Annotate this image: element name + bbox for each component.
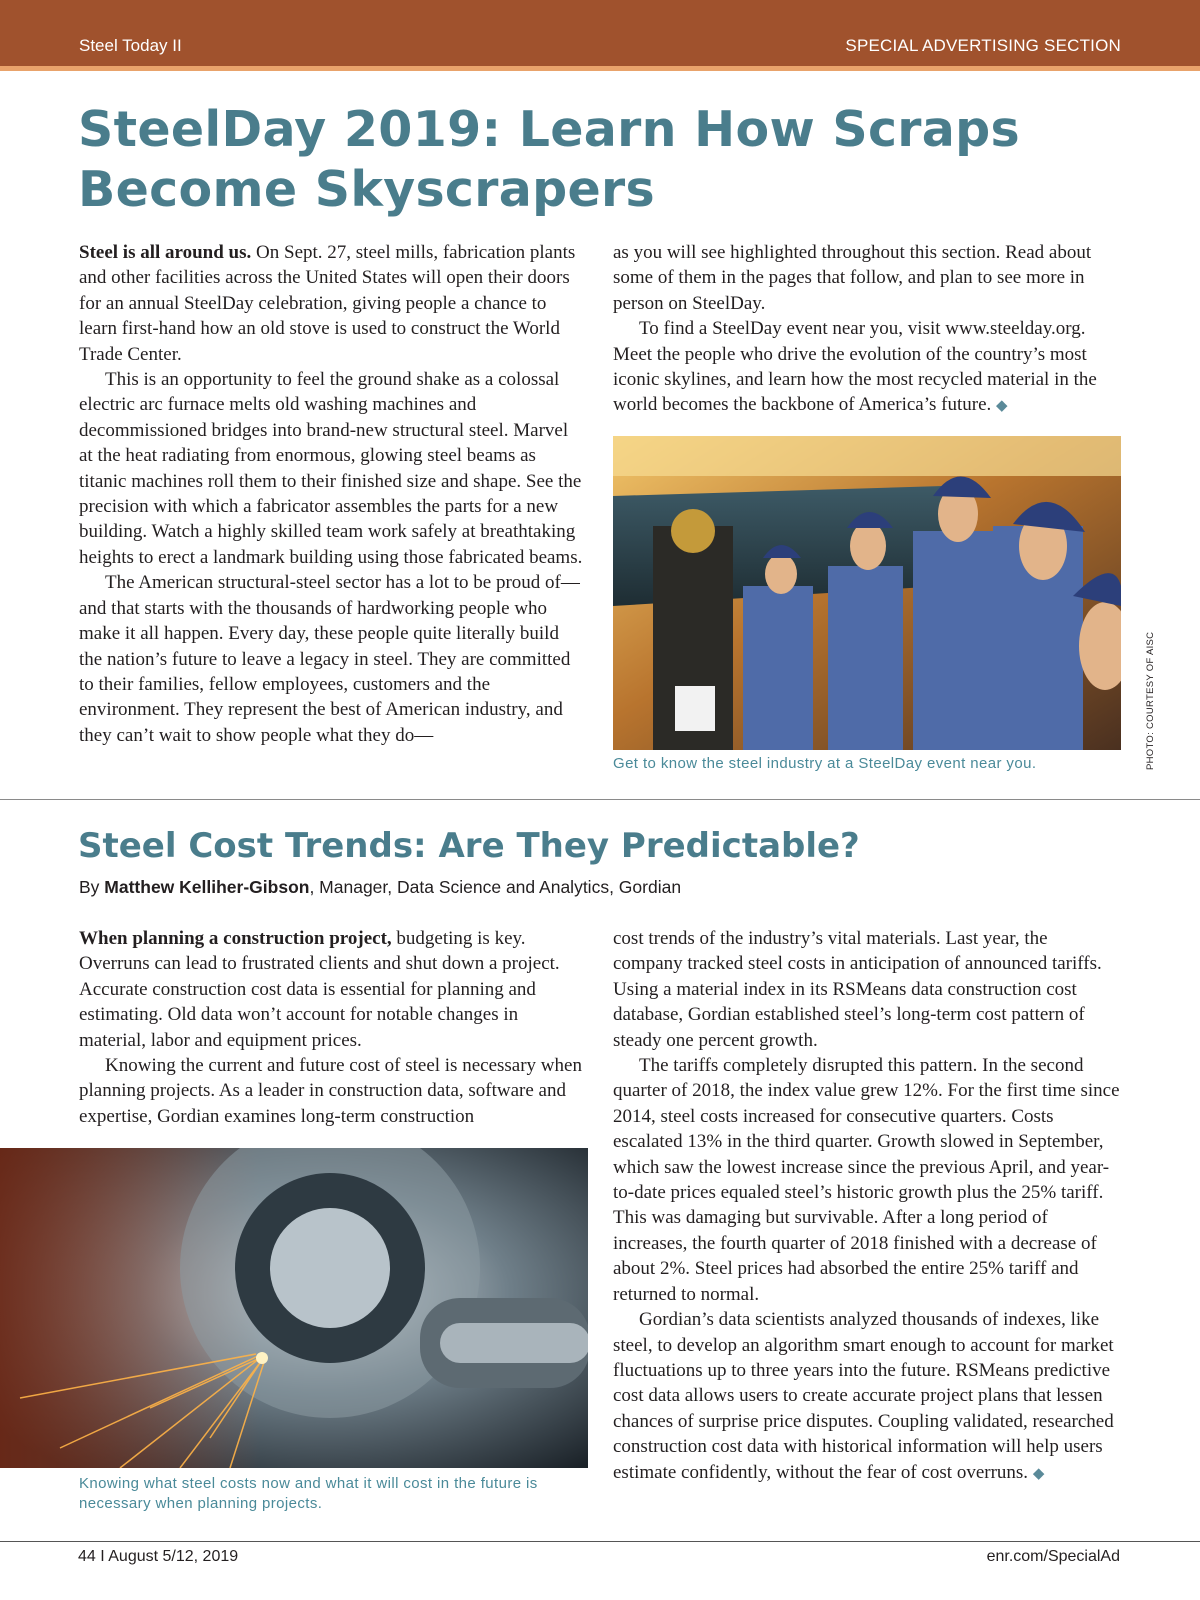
lead-in: When planning a construction project, <box>79 928 392 949</box>
steel-workers-image <box>613 436 1121 750</box>
footer-rule <box>0 1541 1200 1542</box>
article1-column-left <box>79 240 585 748</box>
grinding-photo <box>0 1148 588 1468</box>
photo-credit: PHOTO: COURTESY OF AISC <box>1145 631 1156 770</box>
article1-column-right <box>613 240 1121 420</box>
paragraph: cost trends of the industry’s vital materials. Last year, the company tracked steel costs in anticipation of announced tariffs. Using a material index in its RSMeans data construction cost database, Gordian established steel’s long-term cost pattern of steady one percent growth. <box>613 928 1102 1051</box>
paragraph: as you will see highlighted throughout this section. Read about some of them in the pages that follow, and plan to see more in person on SteelDay. <box>613 242 1092 314</box>
article2-title: Steel Cost Trends: Are They Predictable? <box>78 826 860 866</box>
steel-workers-photo <box>613 436 1121 750</box>
photo-caption: Get to know the steel industry at a SteelDay event near you. <box>613 755 1037 772</box>
byline: By Matthew Kelliher-Gibson, Manager, Data Science and Analytics, Gordian <box>79 877 682 897</box>
photo-caption-2: Knowing what steel costs now and what it will cost in the future is necessary when planning projects. <box>79 1475 538 1512</box>
paragraph: The American structural-steel sector has a lot to be proud of—and that starts with the thousands of hardworking people who make it all happen. Every day, these people quite literally build the nation’s future to leave a legacy in steel. They are committed to their families, fellow employees, customers and the environment. They represent the best of American industry, and they can’t wait to show people what they do— <box>79 572 580 746</box>
article2-column-right <box>613 926 1121 1487</box>
paragraph: The tariffs completely disrupted this pattern. In the second quarter of 2018, the index value grew 12%. For the first time since 2014, steel costs increased for consecutive quarters. Costs escalated 13% in the third quarter. Growth slowed in September, which saw the lowest increase since the previous April, and year-to-date prices equaled steel’s historic growth plus the 25% tariff. This was damaging but survivable. After a long period of increases, the fourth quarter of 2018 finished with a decrease of about 2%. Steel prices had absorbed the entire 25% tariff and returned to normal. <box>613 1055 1120 1305</box>
article-title <box>78 100 1078 220</box>
paragraph: To find a SteelDay event near you, visit www.steelday.org. Meet the people who drive the evolution of the country’s most iconic skylines, and learn how the most recycled material in the world becomes the backbone of America’s future. ◆ <box>613 318 1097 416</box>
header-band <box>0 0 1200 71</box>
author-name: Matthew Kelliher-Gibson <box>104 877 310 897</box>
end-mark-icon: ◆ <box>1032 1465 1045 1482</box>
lead-in: Steel is all around us. <box>79 242 252 263</box>
article-title-line-2: Become Skyscrapers <box>78 161 655 218</box>
grinding-sparks-image <box>0 1148 588 1468</box>
paragraph: When planning a construction project, budgeting is key. Overruns can lead to frustrated clients and shut down a project. Accurate construction cost data is essential for planning and estimating. Old data won’t account for notable changes in material, labor and equipment prices. <box>79 928 560 1051</box>
paragraph: This is an opportunity to feel the ground shake as a colossal electric arc furnace melts old washing machines and decommissioned bridges into brand-new structural steel. Marvel at the heat radiating from enormous, glowing steel beams as titanic machines roll them to their finished size and shape. See the precision with which a fabricator assembles the parts for a new building. Watch a highly skilled team work safely at breathtaking heights to erect a landmark building using those fabricated beams. <box>79 369 583 568</box>
paragraph: Knowing the current and future cost of steel is necessary when planning projects. As a leader in construction data, software and expertise, Gordian examines long-term construction <box>79 1055 582 1127</box>
paragraph: Steel is all around us. On Sept. 27, steel mills, fabrication plants and other facilities across the United States will open their doors for an annual SteelDay celebration, giving people a chance to learn first-hand how an old stove is used to construct the World Trade Center. <box>79 242 576 365</box>
paragraph: Gordian’s data scientists analyzed thousands of indexes, like steel, to develop an algorithm smart enough to account for market fluctuations up to three years into the future. RSMeans predictive cost data allows users to create accurate project plans that lessen chances of surprise price disputes. Coupling validated, researched construction cost data with historical information will help users estimate confidently, without the fear of cost overruns. ◆ <box>613 1309 1114 1483</box>
footer-url: enr.com/SpecialAd <box>986 1548 1120 1565</box>
section-name: Steel Today II <box>79 36 182 55</box>
page-folio: 44 I August 5/12, 2019 <box>78 1548 239 1565</box>
advertising-label: SPECIAL ADVERTISING SECTION <box>845 36 1121 55</box>
section-divider <box>0 799 1200 800</box>
article2-column-left <box>79 926 585 1129</box>
end-mark-icon: ◆ <box>996 398 1008 415</box>
article-title-line-1: SteelDay 2019: Learn How Scraps <box>78 101 1020 158</box>
